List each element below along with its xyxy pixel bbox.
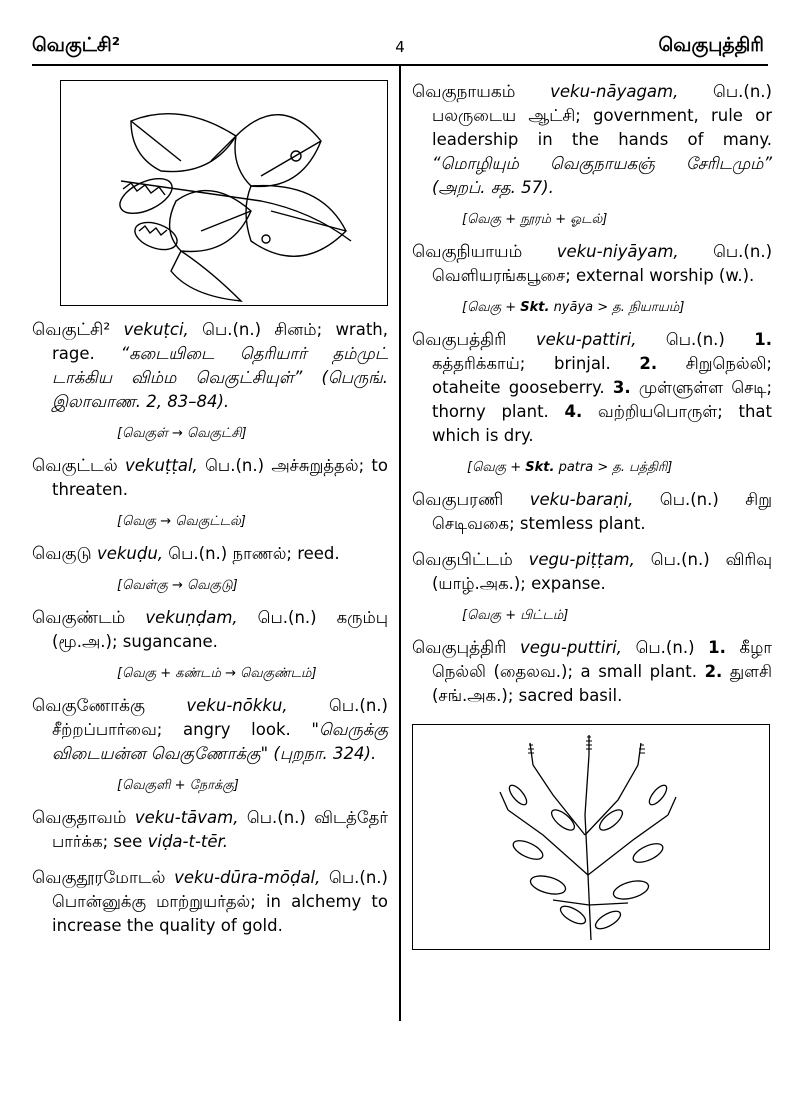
headword: வெகுபிட்டம் [412, 550, 513, 570]
etymology [412, 300, 772, 316]
entry-vekuttal [32, 454, 388, 502]
sense: முள்ளுள்ள செடி; thorny plant. [432, 378, 773, 421]
illustration-basil-plant [412, 724, 770, 950]
left-column [32, 80, 388, 938]
part-of-speech: பெ.(n.) [635, 638, 695, 657]
etymology [412, 460, 772, 476]
transliteration: veku-tāvam, [134, 808, 239, 827]
part-of-speech: பெ.(n.) [713, 242, 773, 261]
sense-number: 1. [754, 330, 773, 349]
transliteration: vekuḍu, [96, 544, 164, 563]
language-abbrev: Skt. [520, 300, 550, 315]
part-of-speech: பெ.(n.) [202, 320, 262, 339]
headword: வெகுபுத்திரி [412, 638, 507, 658]
headword: வெகுபத்திரி [412, 330, 507, 350]
headword: வெகுபரணி [412, 490, 504, 510]
etymology: [வெகு + நூரம் + ஓடல்] [462, 212, 608, 227]
definition: நாணல்; reed. [232, 544, 340, 563]
sense-number: 3. [612, 378, 631, 397]
definition: சீற்றப்பார்வை; angry look. [52, 720, 291, 739]
quotation: “கடையிடை தெரியார் தம்முட் டாக்கிய விம்ம வெகுட்சியுள்” (பெருங். இலாவாண. 2, 83–84). [52, 344, 388, 411]
quotation: “மொழியும் வெகுநாயகஞ் சேரிடமும்” (அறப். சத. 57). [432, 154, 772, 197]
part-of-speech: பெ.(n.) [246, 808, 306, 827]
transliteration: vekuṇḍam, [145, 608, 238, 627]
page-number: 4 [395, 38, 405, 56]
sense-number: 2. [639, 354, 658, 373]
entry-veku-nokku [32, 694, 388, 766]
entry-veku-niyayam [412, 240, 772, 288]
definition: கரும்பு (மூ.அ.); sugancane. [52, 608, 389, 651]
headword: வெகுதூரமோடல் [32, 868, 166, 888]
illustration-vine-leaves [60, 80, 388, 306]
transliteration: veku-pattiri, [535, 330, 637, 349]
etymology-part: patra > த. பத்திரி] [554, 460, 673, 475]
headword: வெகுட்சி² [32, 320, 111, 340]
part-of-speech: பெ.(n.) [713, 82, 772, 101]
quotation: "வெருக்கு விடையன்ன வெகுணோக்கு" (புறநா. 324). [52, 720, 389, 763]
part-of-speech: பெ.(n.) [329, 868, 388, 887]
part-of-speech: பெ.(n.) [659, 490, 719, 509]
part-of-speech: பெ.(n.) [168, 544, 228, 563]
running-head-left: வெகுட்சி² [32, 34, 121, 56]
definition: விடத்தேர் பார்க்க; see [52, 808, 388, 851]
etymology-part: nyāya > த. நியாயம்] [549, 300, 685, 315]
sense-number: 1. [708, 638, 726, 657]
running-head-right: வெகுபுத்திரி [658, 34, 764, 56]
sense: சிறுநெல்லி; otaheite gooseberry. [432, 354, 772, 397]
sense: வற்றியபொருள்; that which is dry. [432, 402, 772, 445]
entry-veku-barani [412, 488, 772, 536]
part-of-speech: பெ.(n.) [257, 608, 317, 627]
sense: கத்தரிக்காய்; brinjal. [432, 354, 640, 373]
transliteration: veku-nāyagam, [550, 82, 679, 101]
headword: வெகுநியாயம் [412, 242, 523, 262]
definition: சினம்; wrath, rage. [52, 320, 388, 363]
entry-veku-tavam [32, 806, 388, 854]
part-of-speech: பெ.(n.) [665, 330, 725, 349]
entry-veku-pattiri [412, 328, 772, 448]
etymology: [வெகு → வெகுட்டல்] [117, 514, 246, 529]
definition: சிறு செடிவகை; stemless plant. [432, 490, 773, 533]
etymology: [வெள்கு → வெகுடு] [117, 578, 238, 593]
definition: பலருடைய ஆட்சி; government, rule or leadership in the hands of many. [432, 106, 772, 149]
entry-veku-dura-modal [32, 866, 388, 938]
definition: விரிவு (யாழ்.அக.); expanse. [432, 550, 773, 593]
definition: அச்சுறுத்தல்; to threaten. [52, 456, 388, 499]
headword: வெகுதாவம் [32, 808, 127, 828]
transliteration: vekuṭci, [123, 320, 189, 339]
etymology: [வெகுள் → வெகுட்சி] [117, 426, 247, 441]
vine-leaves-drawing [61, 81, 387, 305]
sense: துளசி (சங்.அக.); sacred basil. [432, 662, 772, 705]
column-divider [399, 66, 401, 1021]
etymology-part: [வெகு + [467, 460, 526, 475]
sense-number: 2. [704, 662, 723, 681]
etymology: [வெகுளி + நோக்கு] [117, 778, 239, 793]
transliteration: veku-baraṇi, [529, 490, 634, 509]
headword: வெகுடு [32, 544, 92, 564]
entry-vegu-puttiri [412, 636, 772, 708]
headword: வெகுண்டம் [32, 608, 126, 628]
part-of-speech: பெ.(n.) [329, 696, 388, 715]
entry-vegu-pittam [412, 548, 772, 596]
entry-vekundam [32, 606, 388, 654]
transliteration: veku-niyāyam, [556, 242, 679, 261]
transliteration: veku-dūra-mōḍal, [174, 868, 321, 887]
transliteration: vegu-piṭṭam, [528, 550, 635, 569]
headword: வெகுணோக்கு [32, 696, 145, 716]
transliteration: veku-nōkku, [186, 696, 288, 715]
cross-reference: viḍa-t-tēr. [147, 832, 229, 851]
language-abbrev: Skt. [525, 460, 555, 475]
definition: பொன்னுக்கு மாற்றுயர்தல்; in alchemy to increase the quality of gold. [52, 892, 388, 935]
etymology: [வெகு + பிட்டம்] [462, 608, 569, 623]
transliteration: vekuṭṭal, [124, 456, 198, 475]
sense-number: 4. [564, 402, 583, 421]
etymology: [வெகு + கண்டம் → வெகுண்டம்] [117, 666, 317, 681]
entry-vekutci [32, 318, 388, 414]
part-of-speech: பெ.(n.) [205, 456, 265, 475]
entry-vekudu [32, 542, 388, 566]
basil-plant-drawing [413, 725, 769, 949]
transliteration: vegu-puttiri, [520, 638, 622, 657]
right-column [412, 76, 772, 950]
etymology-part: [வெகு + [462, 300, 521, 315]
definition: வெளியரங்கபூசை; external worship (w.). [432, 266, 755, 285]
entry-veku-nayagam [412, 80, 772, 200]
headword: வெகுட்டல் [32, 456, 118, 476]
part-of-speech: பெ.(n.) [650, 550, 710, 569]
sense: கீழா நெல்லி (தைலவ.); a small plant. [432, 638, 772, 681]
headword: வெகுநாயகம் [412, 82, 516, 102]
